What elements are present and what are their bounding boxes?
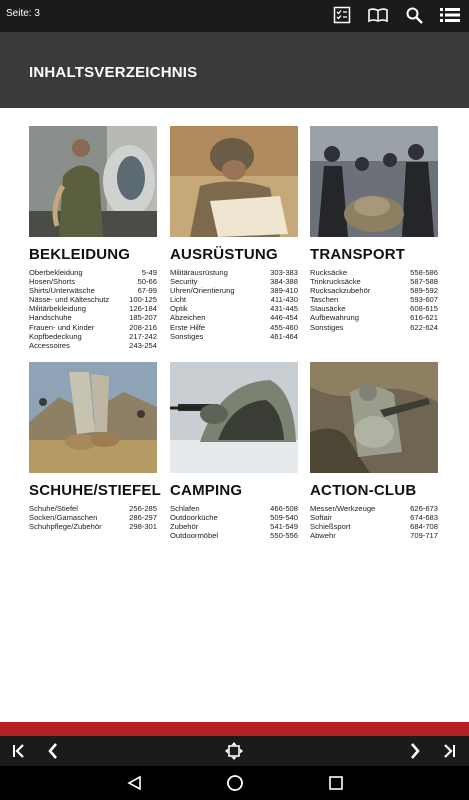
back-icon[interactable] (125, 774, 143, 792)
list-item[interactable]: Optik 431-445 (170, 304, 298, 314)
toolbar-icons (331, 4, 461, 26)
list-item[interactable]: Rucksackzubehör 589-592 (310, 286, 438, 296)
category-list (29, 268, 157, 350)
list-item[interactable]: Schuhpflege/Zubehör 298-301 (29, 522, 157, 532)
list-item[interactable]: Trinkrucksäcke 587-588 (310, 277, 438, 287)
list-item[interactable]: Uhren/Orientierung 389-410 (170, 286, 298, 296)
checklist-icon[interactable] (331, 4, 353, 26)
category-photo (29, 126, 157, 237)
category-action-club[interactable] (310, 362, 438, 540)
list-item[interactable]: Abwehr 709-717 (310, 531, 438, 541)
list-item[interactable]: Militärbekleidung 126-184 (29, 304, 157, 314)
list-item[interactable]: Hosen/Shorts 50-66 (29, 277, 157, 287)
page-header (0, 32, 469, 108)
category-photo (310, 362, 438, 473)
category-list (170, 504, 298, 540)
category-list (310, 504, 438, 540)
list-item[interactable]: Nässe- und Kälteschutz 100-125 (29, 295, 157, 305)
category-title: ACTION-CLUB (310, 482, 417, 499)
list-item[interactable]: Accessoires 243-254 (29, 340, 157, 350)
list-item[interactable]: Taschen 593-607 (310, 295, 438, 305)
list-item[interactable]: Shirts/Unterwäsche 67-99 (29, 286, 157, 296)
category-photo (29, 362, 157, 473)
list-item[interactable]: Rucksäcke 558-586 (310, 268, 438, 277)
list-item[interactable]: Softair 674-683 (310, 513, 438, 523)
fit-page-icon[interactable] (224, 741, 244, 761)
category-schuhe-stiefel[interactable] (29, 362, 161, 532)
list-item[interactable]: Oberbekleidung 5-49 (29, 268, 157, 277)
toc-content (0, 108, 469, 722)
category-photo (170, 126, 298, 237)
category-camping[interactable] (170, 362, 298, 540)
list-item[interactable]: Militärausrüstung 303-383 (170, 268, 298, 277)
category-title: CAMPING (170, 482, 243, 499)
category-ausruestung[interactable] (170, 126, 298, 341)
search-icon[interactable] (403, 4, 425, 26)
list-item[interactable]: Sonstiges 622-624 (310, 322, 438, 332)
first-page-icon[interactable] (10, 741, 28, 761)
category-list (310, 268, 438, 332)
list-item[interactable]: Outdoorküche 509-540 (170, 513, 298, 523)
list-item[interactable]: Messer/Werkzeuge 626-673 (310, 504, 438, 513)
home-icon[interactable] (226, 774, 244, 792)
book-icon[interactable] (367, 4, 389, 26)
list-item[interactable]: Schlafen 466-508 (170, 504, 298, 513)
category-photo (170, 362, 298, 473)
list-item[interactable]: Schießsport 684-708 (310, 522, 438, 532)
category-list (29, 504, 157, 531)
list-item[interactable]: Kopfbedeckung 217-242 (29, 331, 157, 341)
category-list (170, 268, 298, 341)
list-item[interactable]: Sonstiges 461-464 (170, 331, 298, 341)
list-item[interactable]: Abzeichen 446-454 (170, 313, 298, 323)
category-transport[interactable] (310, 126, 438, 332)
system-navigation-bar (0, 766, 469, 800)
category-title: SCHUHE/STIEFEL (29, 482, 161, 499)
next-page-icon[interactable] (406, 741, 424, 761)
list-item[interactable]: Aufbewahrung 616-621 (310, 313, 438, 323)
list-item[interactable]: Zubehör 541-549 (170, 522, 298, 532)
category-title: AUSRÜSTUNG (170, 246, 278, 263)
list-item[interactable]: Frauen- und Kinder 208-216 (29, 322, 157, 332)
category-title: BEKLEIDUNG (29, 246, 131, 263)
list-item[interactable]: Socken/Gamaschen 286-297 (29, 513, 157, 523)
top-toolbar (0, 0, 469, 32)
previous-page-icon[interactable] (44, 741, 62, 761)
page-title: INHALTSVERZEICHNIS (29, 64, 198, 81)
last-page-icon[interactable] (440, 741, 458, 761)
menu-list-icon[interactable] (439, 4, 461, 26)
list-item[interactable]: Security 384-388 (170, 277, 298, 287)
category-photo (310, 126, 438, 237)
list-item[interactable]: Handschuhe 185-207 (29, 313, 157, 323)
list-item[interactable]: Erste Hilfe 455-460 (170, 322, 298, 332)
accent-bar (0, 722, 469, 736)
list-item[interactable]: Licht 411-430 (170, 295, 298, 305)
page-indicator: Seite: 3 (6, 8, 40, 19)
list-item[interactable]: Outdoormöbel 550-556 (170, 531, 298, 541)
list-item[interactable]: Schuhe/Stiefel 256-285 (29, 504, 157, 513)
category-title: TRANSPORT (310, 246, 406, 263)
list-item[interactable]: Stausäcke 608-615 (310, 304, 438, 314)
recents-icon[interactable] (327, 774, 345, 792)
category-bekleidung[interactable] (29, 126, 157, 350)
page-navigation-bar (0, 736, 469, 766)
